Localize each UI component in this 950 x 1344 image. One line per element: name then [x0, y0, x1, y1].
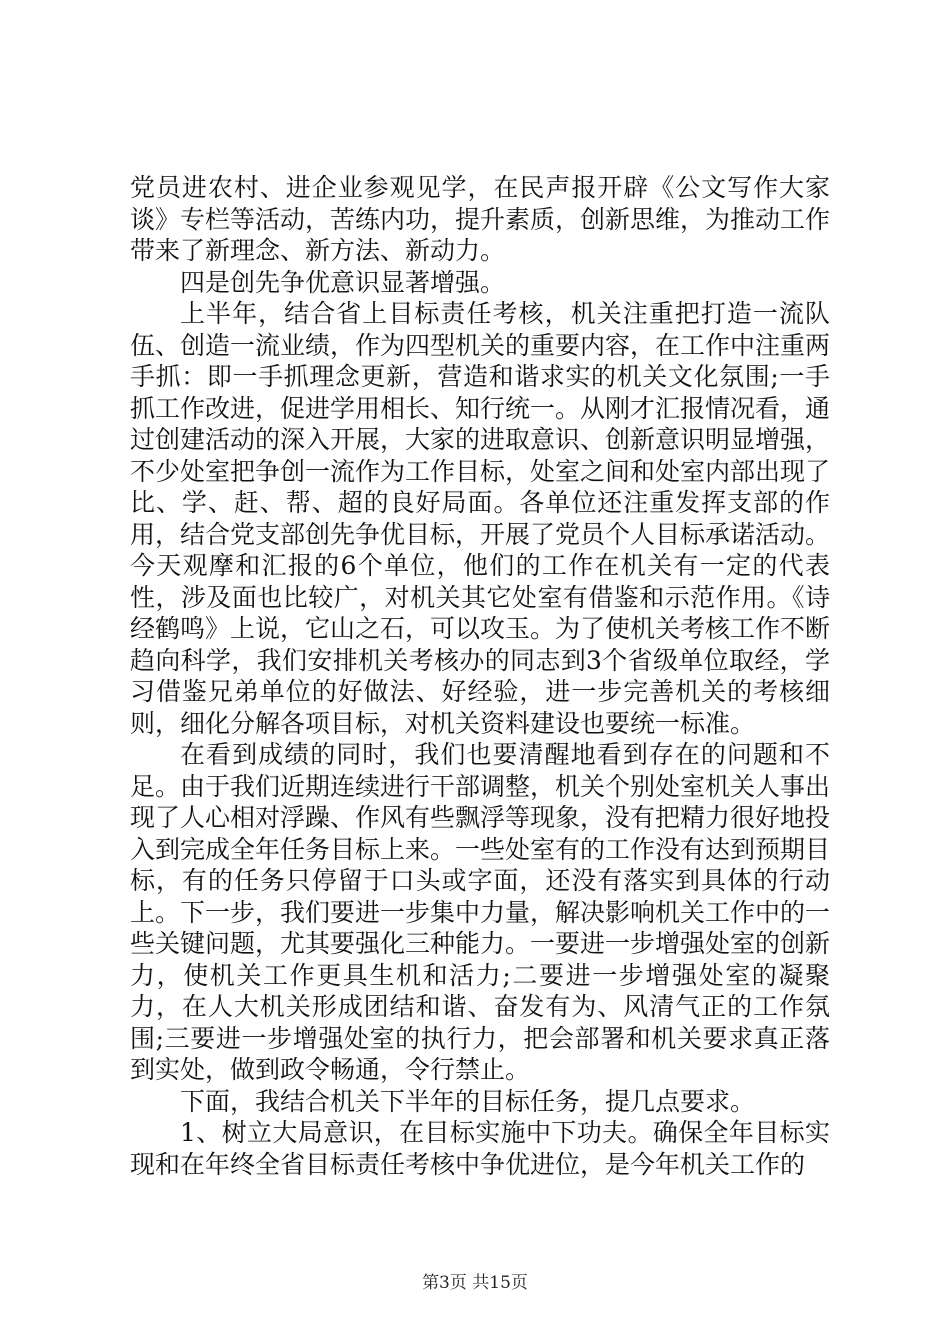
- paragraph-4: 在看到成绩的同时，我们也要清醒地看到存在的问题和不足。由于我们近期连续进行干部调整，机关个别处室机关人事出现了人心相对浮躁、作风有些飘浮等现象，没有把精力很好地投入到完成全年任务目标上来。一些处室有的工作没有达到预期目标，有的任务只停留于口头或字面，还没有落实到具体的行动上。下一步，我们要进一步集中力量，解决影响机关工作中的一些关键问题，尤其要强化三种能力。一要进一步增强处室的创新力，使机关工作更具生机和活力;二要进一步增强处室的凝聚力，在人大机关形成团结和谐、奋发有为、风清气正的工作氛围;三要进一步增强处室的执行力，把会部署和机关要求真正落到实处，做到政令畅通，令行禁止。: [130, 740, 831, 1084]
- paragraph-6: 1、树立大局意识，在目标实施中下功夫。确保全年目标实现和在年终全省目标责任考核中争优进位，是今年机关工作的: [130, 1118, 830, 1179]
- paragraph-1: 党员进农村、进企业参观见学，在民声报开辟《公文写作大家谈》专栏等活动，苦练内功，提升素质，创新思维，为推动工作带来了新理念、新方法、新动力。: [130, 173, 831, 265]
- page-number-footer: 第3页 共15页: [422, 1273, 528, 1293]
- document-body: [130, 172, 830, 1180]
- paragraph-3: 上半年，结合省上目标责任考核，机关注重把打造一流队伍、创造一流业绩，作为四型机关的重要内容，在工作中注重两手抓：即一手抓理念更新，营造和谐求实的机关文化氛围;一手抓工作改进，促进学用相长、知行统一。从刚才汇报情况看，通过创建活动的深入开展，大家的进取意识、创新意识明显增强，不少处室把争创一流作为工作目标，处室之间和处室内部出现了比、学、赶、帮、超的良好局面。各单位还注重发挥支部的作用，结合党支部创先争优目标，开展了党员个人目标承诺活动。今天观摩和汇报的6个单位，他们的工作在机关有一定的代表性，涉及面也比较广，对机关其它处室有借鉴和示范作用。《诗经鹤鸣》上说，它山之石，可以攻玉。为了使机关考核工作不断趋向科学，我们安排机关考核办的同志到3个省级单位取经，学习借鉴兄弟单位的好做法、好经验，进一步完善机关的考核细则，细化分解各项目标，对机关资料建设也要统一标准。: [130, 299, 831, 738]
- paragraph-2: 四是创先争优意识显著增强。: [180, 267, 506, 297]
- paragraph-5: 下面，我结合机关下半年的目标任务，提几点要求。: [180, 1086, 756, 1116]
